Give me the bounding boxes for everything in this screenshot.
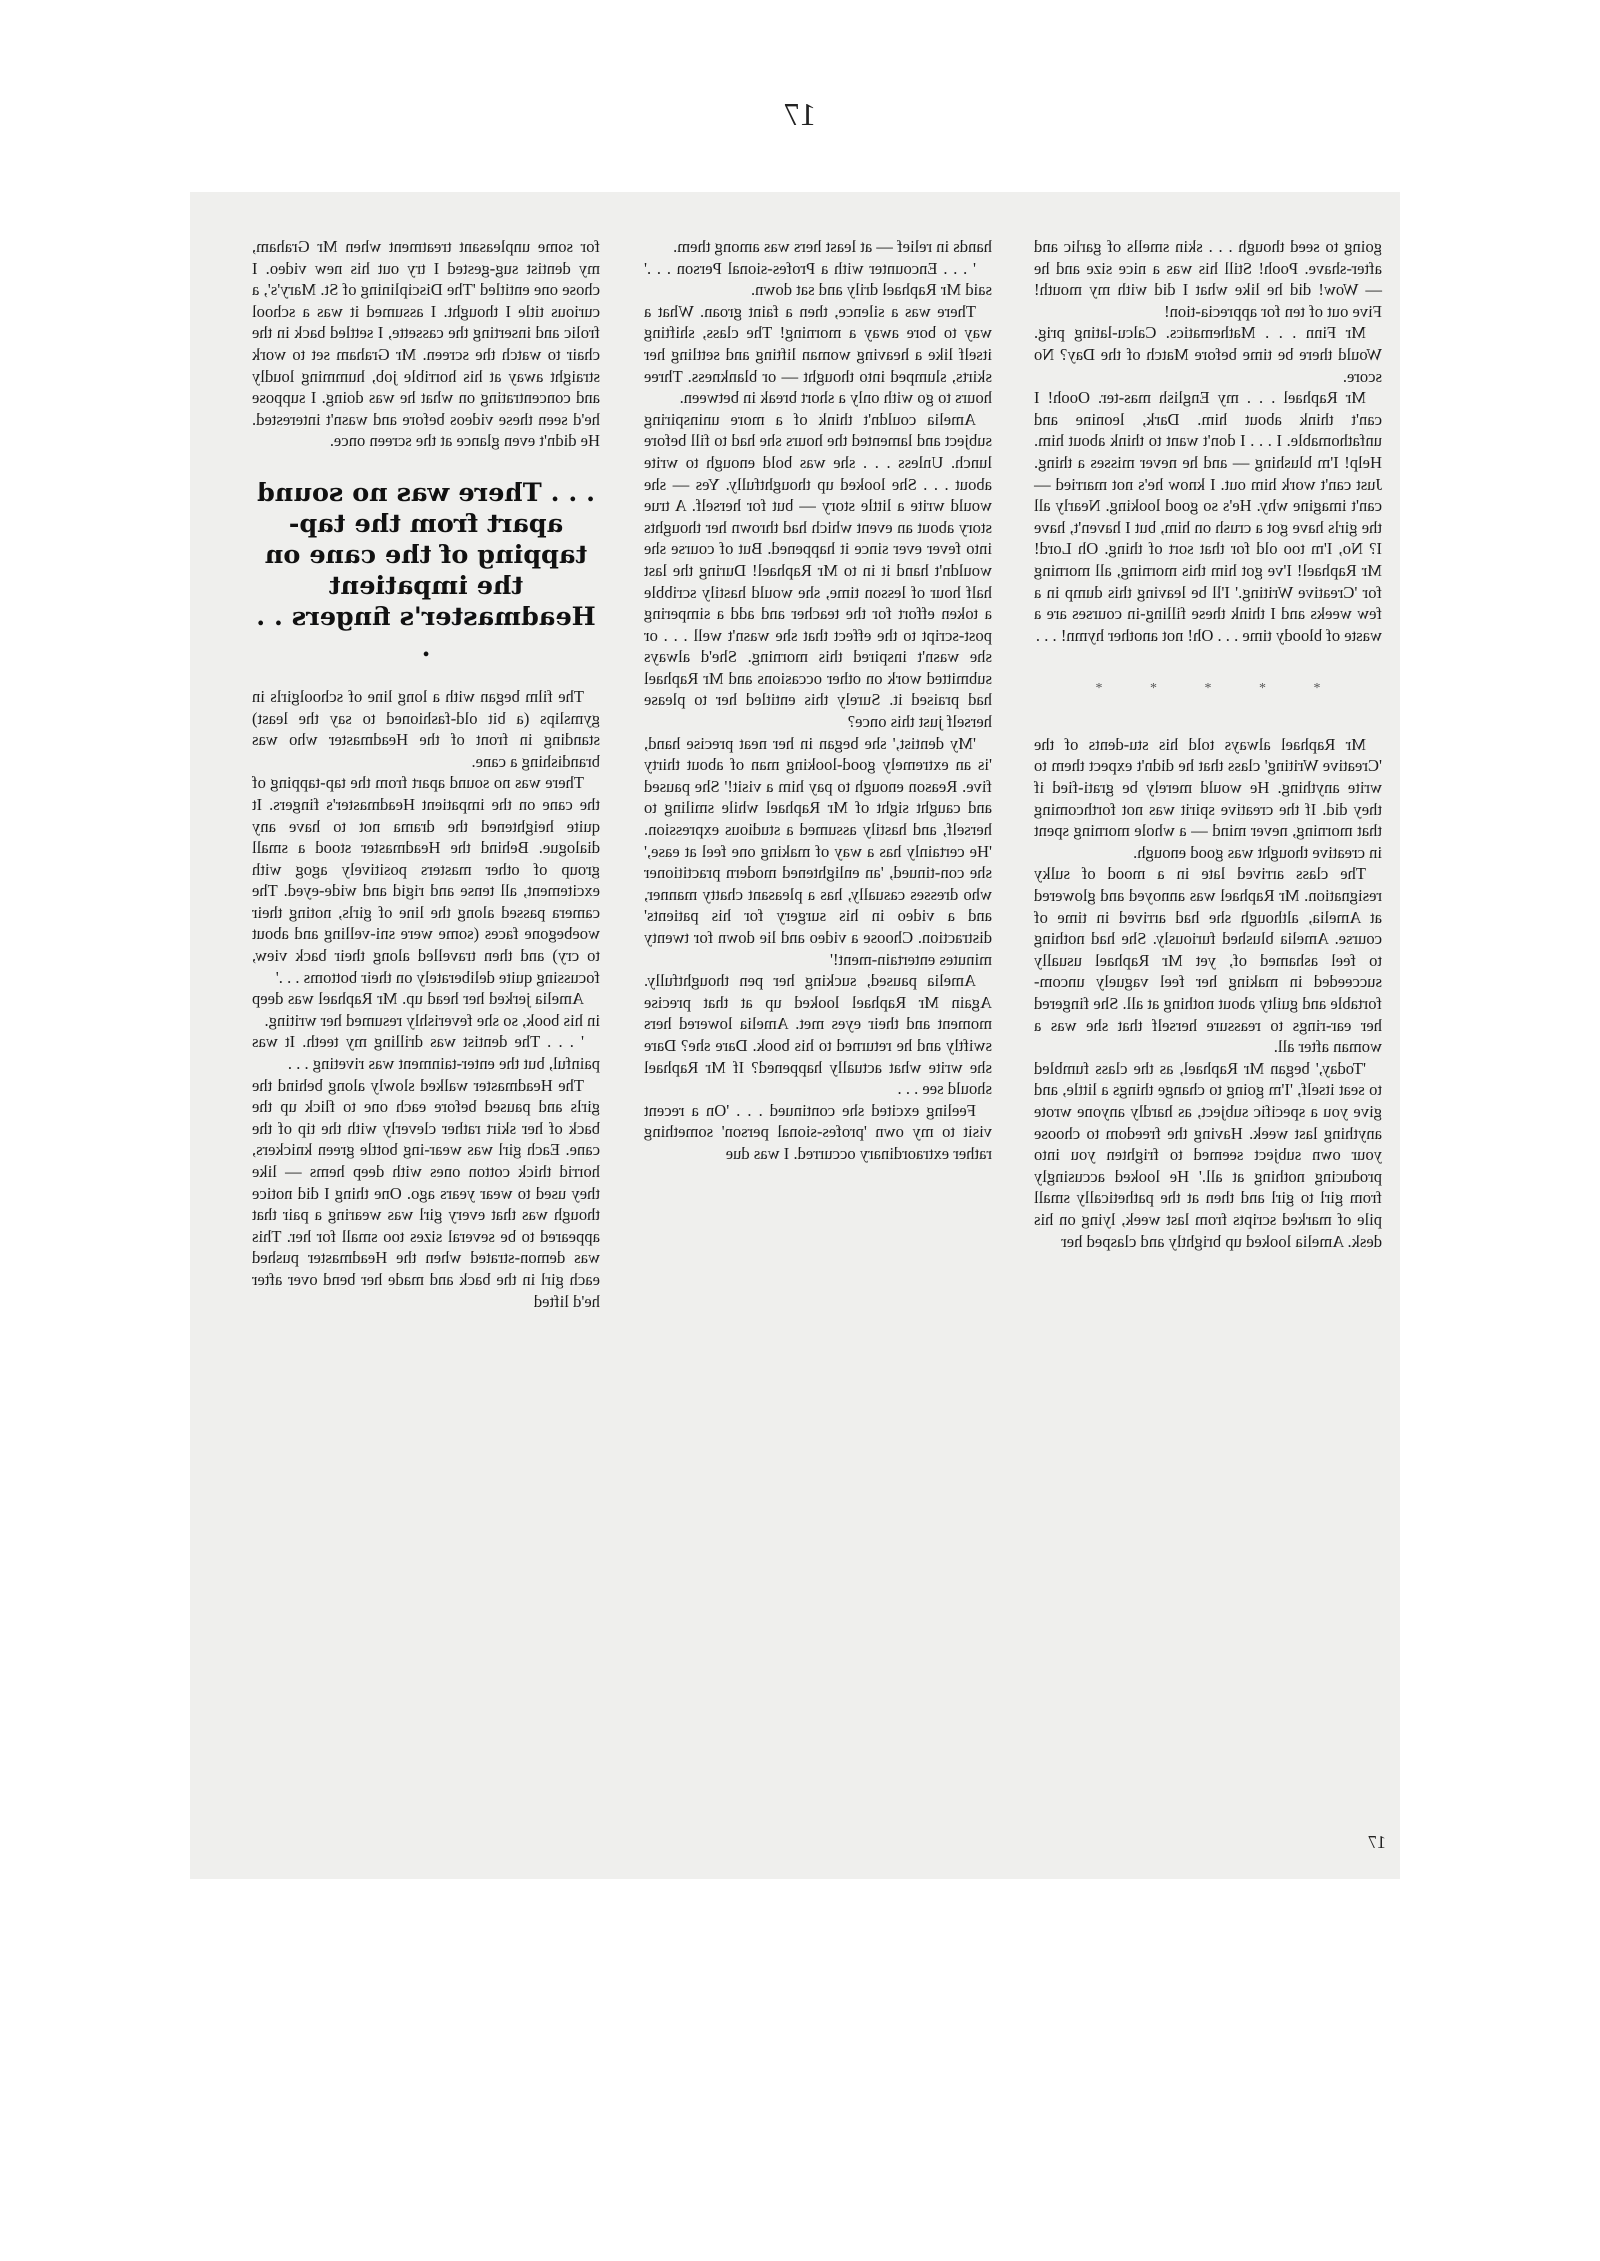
paragraph: 'My dentist,' she began in her neat precise hand, 'is an extremely good-looking man of about thirty five. Reason enough to pay him a visit!' She paused and caught sight of Mr Raphael while smiling to herself, and hastily assumed a studious expression. 'He certainly has a way of making one feel at ease,' she con-tinued, 'an enlightened modern practitioner who dresses casually, has a pleasant chatty manner, and a video in his surgery for his patients' distraction. Choose a video and lie down for twenty minutes entertain-ment!' — [644, 733, 992, 969]
paragraph: for some unpleasant treatment when Mr Graham, my dentist sug-gested I try out his new video. I chose one entitled 'The Disciplining of St. Mary's', a curious title I thought. I assumed it was a school frolic and inserting the cassette, I settled back in the chair to watch the screen. Mr Graham set to work straight away at his horrible job, humming loudly and concentrating on what he was doing. I suppose he'd seen these videos before and wasn't interested. He didn't even glance at the screen once. — [252, 237, 600, 451]
paragraph: Amelia paused, sucking her pen thoughtfully. Again Mr Raphael looked up at that precise moment and their eyes met. Amelia lowered hers swiftly and he returned to his book. Dare she? Dare she write what actually happened? If Mr Raphael should see . . . — [644, 971, 992, 1099]
mirrored-page-content — [190, 192, 1400, 1879]
paragraph: ' . . . The dentist was drilling my teeth. It was painful, but the enter-tainment was riveting . . . — [252, 1032, 600, 1074]
paragraph: The class arrived late in a mood of sulky resignation. Mr Raphael was annoyed and glowered at Amelia, although she had arrived in time of course. Amelia blushed furiously. She had nothing to feel ashamed of, yet Mr Raphael usually succeeded in making her feel vaguely uncom-fortable and guilty about nothing at all. She fingered her ear-rings to reassure herself that she was a woman after all. — [1034, 864, 1382, 1057]
paragraph: The Headmaster walked slowly along behind the girls and paused before each one to flick up the back of her skirt rather cleverly with the tip of the cane. Each girl was wear-ing bottle green knickers, horrid thick cotton ones with deep hems — like they used to wear years ago. One thing I did notice though was that every girl was wearing a pair that appeared to be several sizes too small for her. This was demon-strated when the Headmaster pushed each girl in the back and made her bend over after he'd lifted — [252, 1075, 600, 1311]
page-number-footer: 17 — [1368, 1832, 1386, 1852]
paragraph: hands in relief — at least hers was among them. — [673, 237, 992, 256]
page-number-top: 17 — [784, 96, 816, 132]
section-break-stars: * * * * * — [1073, 681, 1321, 697]
scanned-magazine-page — [190, 192, 1400, 1879]
paragraph: Feeling excited she continued . . . 'On a recent visit to my own 'profes-sional person' something rather extraordinary occurred. I was due — [644, 1100, 992, 1163]
paragraph: ' . . . Encounter with a Profes-sional Person . . .' said Mr Raphael drily and sat down. — [644, 258, 992, 300]
paragraph: Mr Raphael . . . my English mas-ter. Oooh! I can't think about him. Dark, leonine and unfathomable. I . . . I don't want to think about him. Help! I'm blushing — and he never misses a thing. Just can't work him out. I know he's not married — can't imagine why. He's so good looking. Nearly all the girls have got a crush on him, but I haven't, have I? No, I'm too old for that sort of thing. Oh Lord! Mr Raphael! I've got him this morning, all morning for 'Creative Writing.' I'll be leaving this dump in a few weeks and I think these filling-in courses are a waste of bloody time . . . Oh! not another hymn! . . . — [1034, 388, 1382, 645]
pull-quote: . . . There was no sound apart from the tap-tapping of the cane on the impatient Headmaster's fingers . . . — [256, 477, 596, 663]
paragraph: There was a silence, then a faint groan. What a way to bore away a morning! The class, shifting itself like a heaving woman lifting and settling her skirts, slumped into thought — or blankness. Three hours to go with only a short break in between. — [644, 301, 992, 408]
paragraph: Mr Raphael always told his stu-dents of the 'Creative Writing' class that he didn't expect them to write anything. He would merely be grati-fied if they did. If the creative spirit was not forthcoming that morning, never mind — a whole morning spent in creative thought was good enough. — [1034, 734, 1382, 862]
paragraph: 'Today,' began Mr Raphael, as the class fumbled to seat itself, 'I'm going to change things a little, and give you a specific subject, as hardly anyone wrote anything last week. Having the freedom to choose your own subject seemed to frighten you into producing nothing at all.' He looked accusingly from girl to girl and then at the pathetically small pile of marked scripts from last week, lying on his desk. Amelia looked up brightly and clasped her — [1034, 1058, 1382, 1251]
paragraph: Amelia couldn't think of a more uninspiring subject and lamented the hours she had to fill before lunch. Unless . . . she was bold enough to write about . . . She looked up thoughtfully. Yes — she would write a little story — but for herself. A true story about an event which had thrown her thoughts into fever ever since it happened. But of course she wouldn't hand it in to Mr Raphael! During the last half hour of lesson time, she would hastily scribble a token effort for the teacher and add a simpering post-script to the effect that she wasn't well . . . or she wasn't inspired this morning. She'd always submitted work on other occasions and Mr Raphael had praised it. Surely this entitled her to please herself just this once? — [644, 409, 992, 732]
text-column-1 — [1034, 236, 1382, 1252]
paragraph: Mr Finn . . . Mathematics. Calcu-lating prig. Would there be time before Match of the Day? No score. — [1034, 323, 1382, 386]
paragraph: going to seed though . . . skin smells of garlic and after-shave. Pooh! Still his was a nice size and he — Wow! did he like what I did with my mouth! Five out of ten for apprecia-tion! — [1034, 237, 1382, 321]
paragraph: Amelia jerked her head up. Mr Raphael was deep in his book, so she feverishly resumed her writing. — [252, 989, 600, 1030]
text-column-2 — [644, 236, 992, 1165]
text-column-3 — [252, 236, 600, 1312]
paragraph: The film began with a long line of schoolgirls in gymslips (a bit old-fashioned to say the least) standing in front of the Headmaster who was brandishing a cane. — [252, 686, 600, 771]
paragraph: There was no sound apart from the tap-tapping of the cane on the impatient Headmaster's fingers. It quite heightened the drama not to have any dialogue. Behind the Headmaster stood a small group of other masters positively agog with excitement, all tense and rigid and wide-eyed. The camera passed along the line of girls, noting their woebegone faces (some were sni-velling and about to cry) and then travelled along their back view, focussing quite deliberately on their bottoms . . .' — [252, 773, 600, 987]
